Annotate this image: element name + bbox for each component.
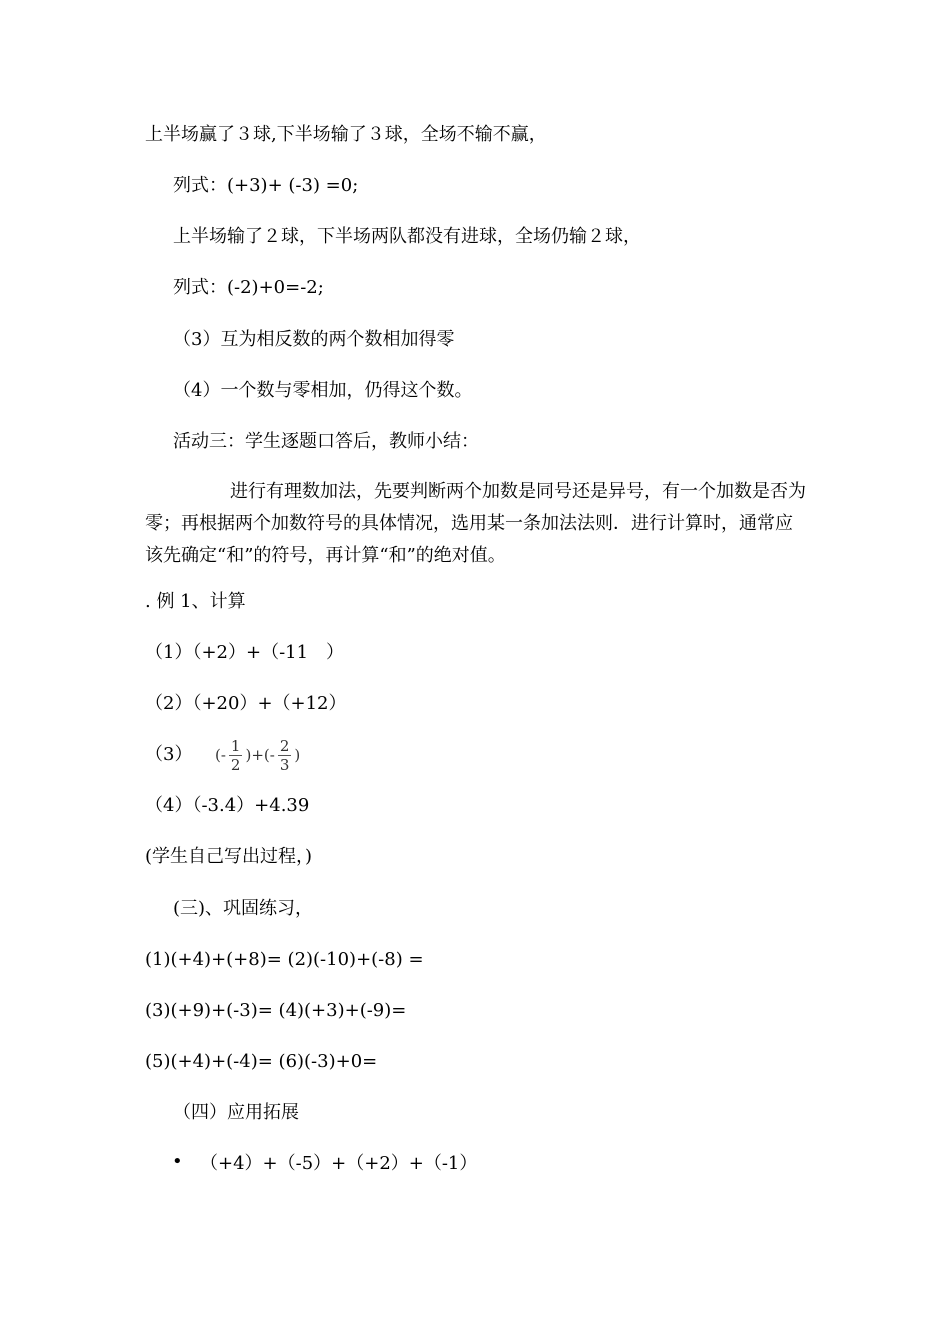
student-note: (学生自己写出过程，) bbox=[145, 846, 313, 867]
example-heading: . 例 1、计算 bbox=[145, 591, 246, 612]
fraction-2-denominator: 3 bbox=[279, 755, 290, 774]
extension-heading: （四）应用拓展 bbox=[173, 1102, 299, 1123]
text-line-3: 上半场输了２球，下半场两队都没有进球，全场仍输２球， bbox=[173, 226, 641, 247]
fraction-1 bbox=[229, 737, 243, 774]
fraction-1-denominator: 2 bbox=[230, 755, 241, 774]
text-line-4: 列式：(-2)+0=-2; bbox=[173, 277, 324, 298]
text-line-6: （4）一个数与零相加，仍得这个数。 bbox=[173, 380, 473, 401]
expr-close: ) bbox=[294, 746, 301, 764]
example-item-4: （4）（-3.4）+4.39 bbox=[145, 795, 310, 816]
summary-paragraph: 进行有理数加法，先要判断两个加数是同号还是异号，有一个加数是否为零；再根据两个加数符号的具体情况，选用某一条加法法则．进行计算时，通常应该先确定“和”的符号，再计算“和”的绝对值。 bbox=[145, 481, 806, 566]
text-line-2: 列式：(+3)+ (-3) =0; bbox=[173, 175, 359, 196]
fraction-1-numerator: 1 bbox=[230, 736, 241, 755]
text-line-7: 活动三：学生逐题口答后，教师小结： bbox=[173, 431, 479, 452]
practice-row-1: (1)(+4)+(+8)= (2)(-10)+(-8) = bbox=[145, 949, 424, 970]
fraction-expression bbox=[215, 733, 300, 777]
fraction-2-numerator: 2 bbox=[279, 736, 290, 755]
practice-heading: (三)、巩固练习， bbox=[173, 898, 314, 919]
practice-row-2: (3)(+9)+(-3)= (4)(+3)+(-9)= bbox=[145, 1000, 407, 1021]
expr-open-1: (- bbox=[215, 746, 226, 764]
fraction-2 bbox=[278, 737, 292, 774]
text-line-1: 上半场赢了３球,下半场输了３球，全场不输不赢， bbox=[145, 124, 547, 145]
practice-row-3: (5)(+4)+(-4)= (6)(-3)+0= bbox=[145, 1051, 378, 1072]
extension-item: （+4）+（-5）+（+2）+（-1） bbox=[200, 1153, 478, 1174]
bullet-icon: • bbox=[172, 1151, 183, 1172]
example-item-1: （1）（+2）+（-11 ） bbox=[145, 642, 345, 663]
example-item-3-label: （3） bbox=[145, 744, 193, 765]
text-line-5: （3）互为相反数的两个数相加得零 bbox=[173, 329, 455, 350]
expr-middle: )+(- bbox=[245, 746, 275, 764]
example-item-2: （2）（+20）+（+12） bbox=[145, 693, 347, 714]
